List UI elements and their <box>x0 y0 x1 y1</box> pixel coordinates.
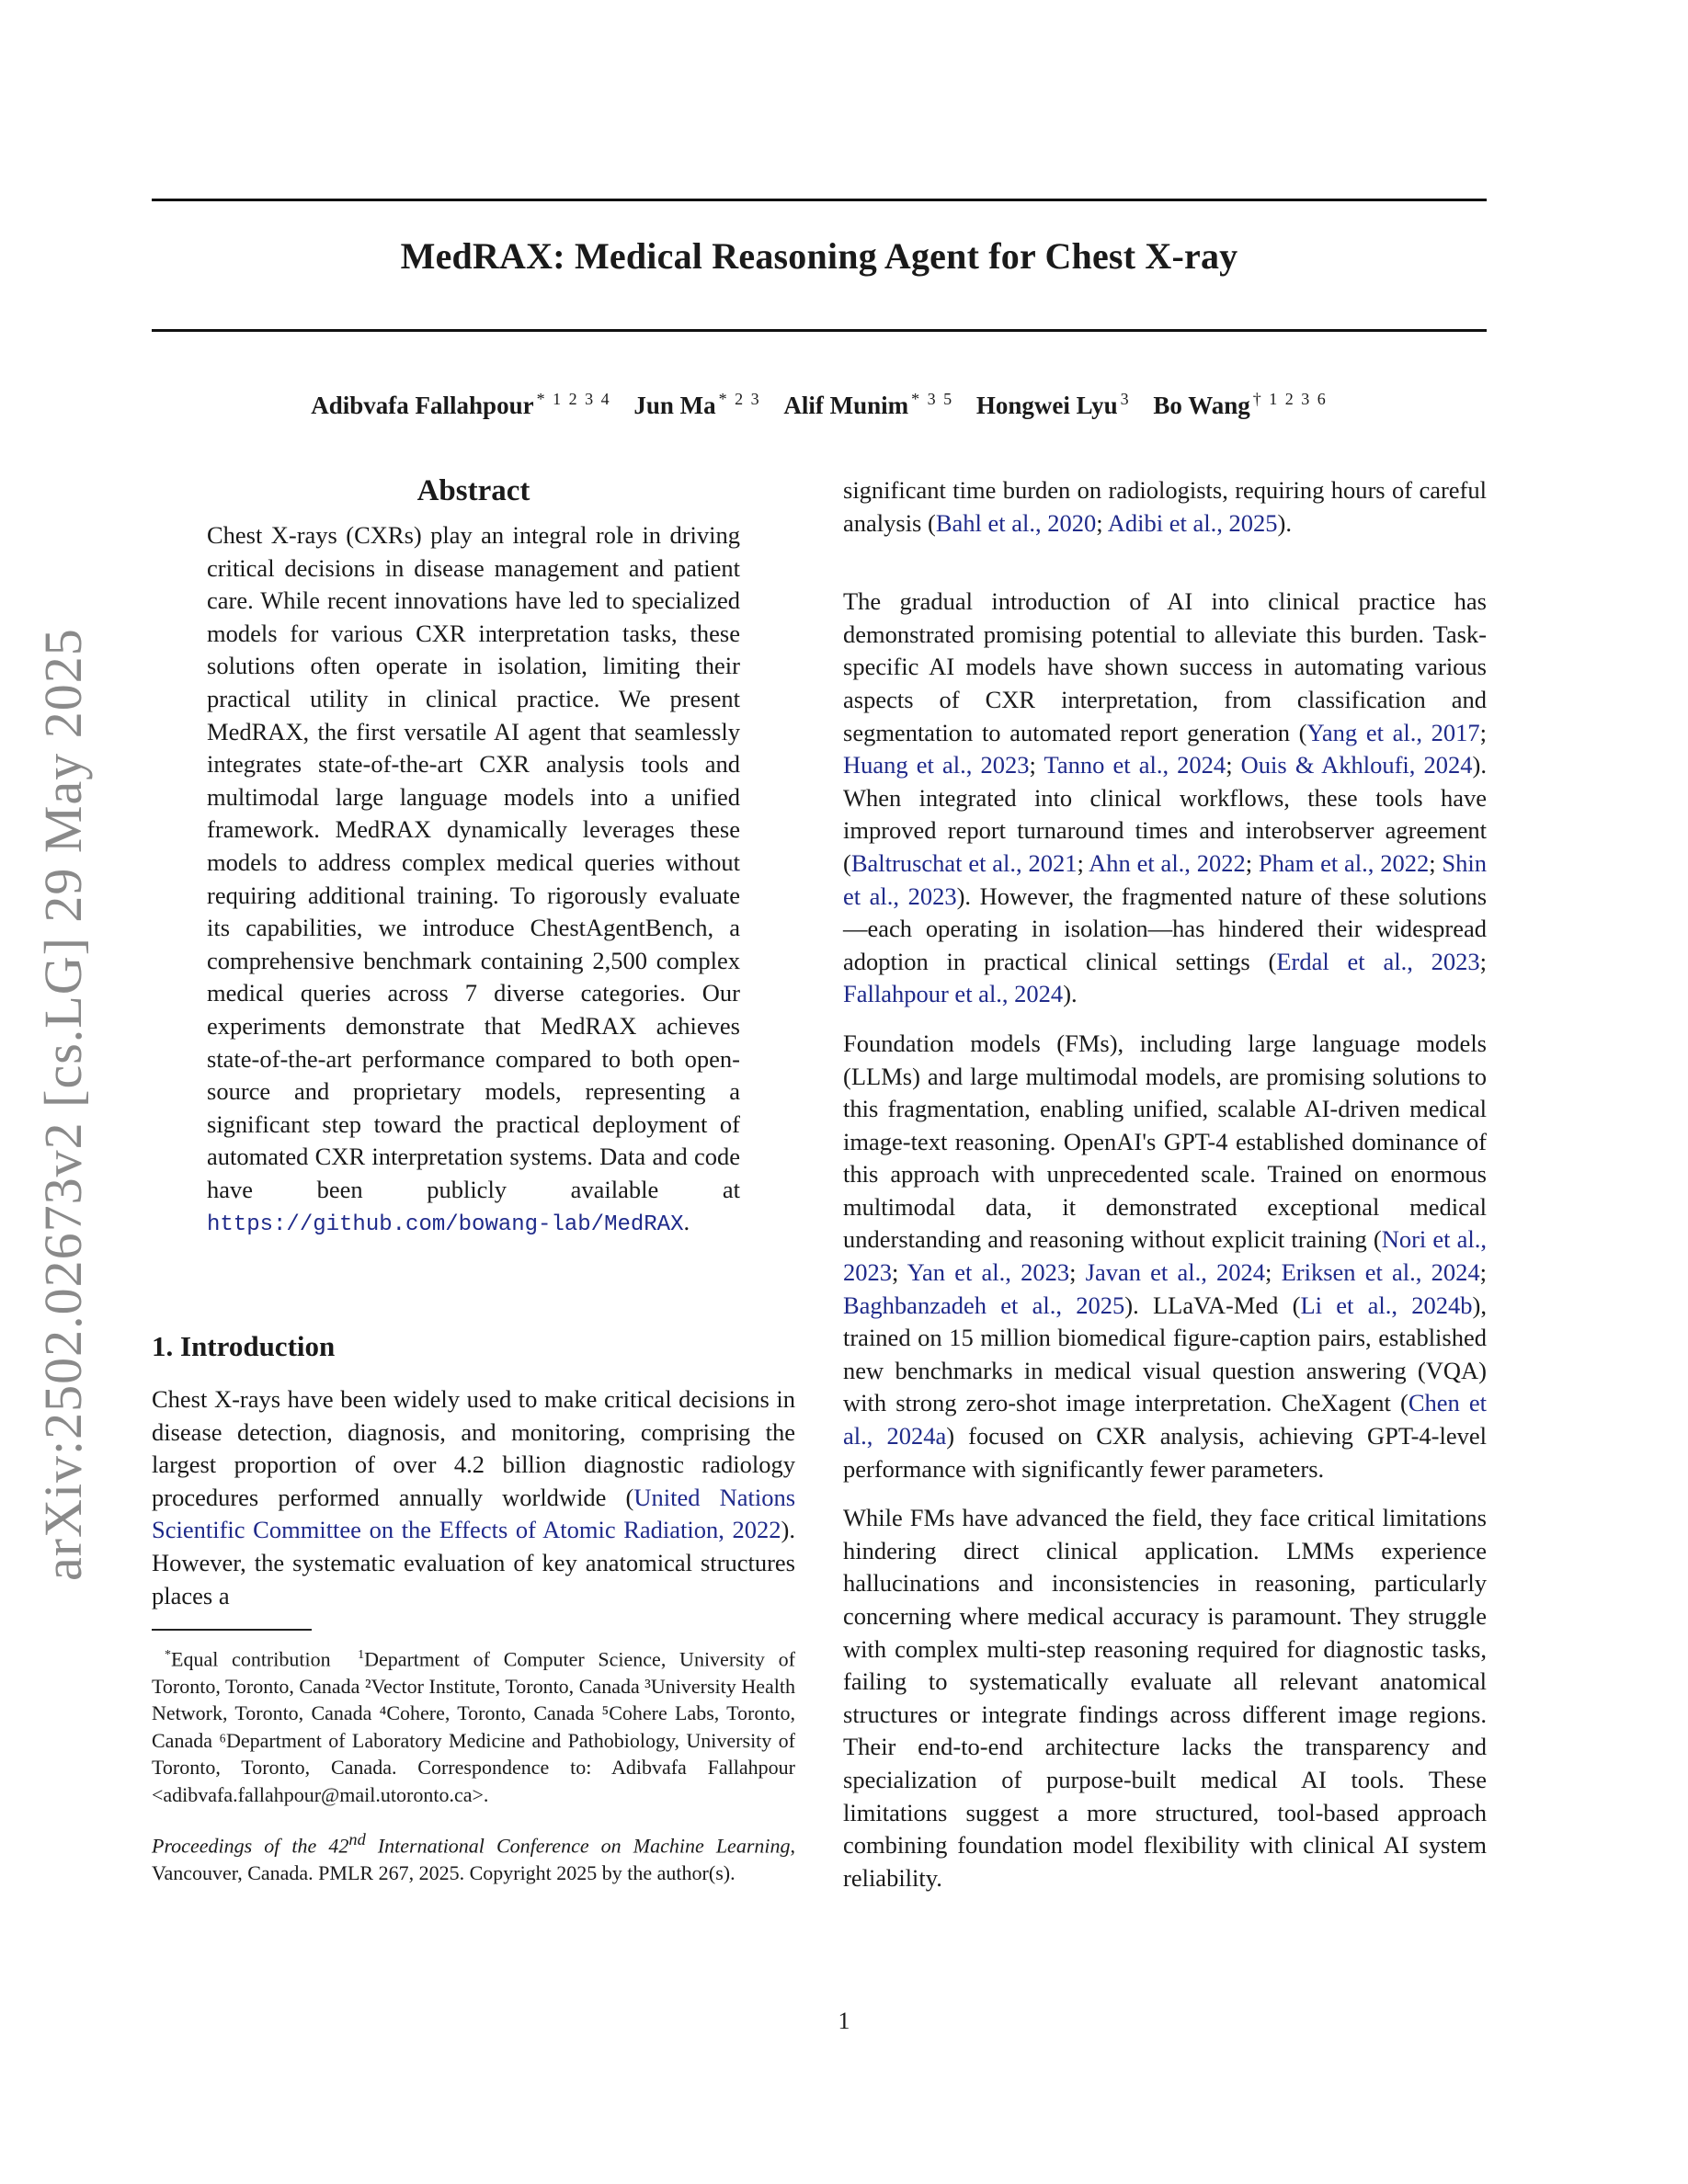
author <box>1153 392 1327 419</box>
citation-link[interactable]: Shin et al., 2023 <box>843 848 1487 910</box>
citation-link[interactable]: Baghbanzadeh et al., 2025 <box>843 1291 1125 1319</box>
left-column <box>152 474 795 1886</box>
author <box>311 392 610 419</box>
author-list <box>152 390 1487 420</box>
paragraph: significant time burden on radiologists, requiring hours of careful analysis (Bahl et al., 2020; Adibi et al., 2025). <box>843 476 1487 537</box>
author-name: Bo Wang <box>1153 392 1250 419</box>
text-run: International Conference on Machine Learning <box>365 1834 791 1858</box>
paragraph: Foundation models (FMs), including large language models (LLMs) and large multimodal models, are promising solutions to this fragmentation, enabling unified, scalable AI-driven medical image-text reasoning. OpenAI's GPT-4 established dominance of this approach with unprecedented scale. Trained on enormous multimodal data, it demonstrated exceptional medical understanding and reasoning without explicit training (Nori et al., 2023; Yan et al., 2023; Javan et al., 2024; Eriksen et al., 2024; Baghbanzadeh et al., 2025). LLaVA-Med (Li et al., 2024b), trained on 15 million biomedical figure-caption pairs, established new benchmarks in medical visual question answering (VQA) with strong zero-shot image interpretation. CheXagent (Chen et al., 2024a) focused on CXR analysis, achieving GPT-4-level performance with significantly fewer parameters. <box>843 1029 1488 1483</box>
title-rule-bottom <box>152 329 1487 332</box>
author-name: Alif Munim <box>783 392 909 419</box>
citation-link[interactable]: Adibi et al., 2025 <box>1107 508 1278 537</box>
text-run: ). When integrated into clinical workflows, these tools have improved report turnaround times and interobserver agreement ( <box>843 751 1487 877</box>
author-affiliations: 3 <box>1120 390 1131 408</box>
citation-link[interactable]: Erdal et al., 2023 <box>1276 947 1480 975</box>
citation-link[interactable]: Yang et al., 2017 <box>1306 718 1480 746</box>
paper-title: MedRAX: Medical Reasoning Agent for Chest X-ray <box>400 235 1238 277</box>
affiliations-text: Department of Computer Science, University of Toronto, Toronto, Canada ²Vector Institute, Toronto, Canada ³University Health Network, Toronto, Canada ⁴Cohere, Toronto, Canada ⁵Cohere Labs, Toronto, Canada ⁶Department of Laboratory Medicine and Pathobiology, University of Toronto, Toronto, Canada. Correspondence to: Adibvafa Fallahpour <adibvafa.fallahpour@mail.utoronto.ca>. <box>152 1647 795 1806</box>
footnote-rule <box>152 1629 312 1631</box>
author-affiliations: * 2 3 <box>718 390 761 408</box>
citation-link[interactable]: Yan et al., 2023 <box>907 1258 1070 1287</box>
author-affiliations: * 1 2 3 4 <box>536 390 611 408</box>
author <box>976 392 1131 419</box>
text-run: 42 <box>328 1834 349 1858</box>
citation-link[interactable]: Li et al., 2024b <box>1300 1291 1473 1319</box>
right-column <box>843 474 1487 1894</box>
citation-link[interactable]: Javan et al., 2024 <box>1085 1258 1266 1287</box>
text-run: Foundation models (FMs), including large language models (LLMs) and large multimodal models, are promising solutions to this fragmentation, enabling unified, scalable AI-driven medical image-text reasoning. OpenAI's GPT-4 established dominance of this approach with unprecedented scale. Trained on enormous multimodal data, it demonstrated exceptional medical understanding and reasoning without explicit training ( <box>843 1029 1487 1254</box>
author-name: Adibvafa Fallahpour <box>311 392 534 419</box>
text-run: Chest X-rays have been widely used to make critical decisions in disease detection, diagnosis, and monitoring, comprising the largest proportion of over 4.2 billion diagnostic radiology procedures performed annually worldwide ( <box>152 1385 795 1511</box>
citation-link[interactable]: Pham et al., 2022 <box>1258 848 1430 877</box>
text-run: ). <box>1063 980 1078 1008</box>
text-run: ). However, the systematic evaluation of key anatomical structures places a <box>152 1516 795 1610</box>
citation-link[interactable]: Fallahpour et al., 2024 <box>843 980 1064 1008</box>
abstract-body-text: Chest X-rays (CXRs) play an integral role in driving critical decisions in disease management and patient care. While recent innovations have led to specialized models for various CXR interpretation tasks, these solutions often operate in isolation, limiting their practical utility in clinical practice. We present MedRAX, the first versatile AI agent that seamlessly integrates state-of-the-art CXR analysis tools and multimodal large language models into a unified framework. MedRAX dynamically leverages these models to address complex medical queries without requiring additional training. To rigorously evaluate its capabilities, we introduce ChestAgentBench, a comprehensive benchmark containing 2,500 complex medical queries across 7 diverse categories. Our experiments demonstrate that MedRAX achieves state-of-the-art performance compared to both open-source and proprietary models, representing a significant step toward the practical deployment of automated CXR interpretation systems. Data and code have been publicly available at <box>207 521 740 1203</box>
text-run: ) focused on CXR analysis, achieving GPT-4-level performance with significantly fewer parameters. <box>843 1422 1488 1483</box>
paragraph: The gradual introduction of AI into clinical practice has demonstrated promising potential to alleviate this burden. Task-specific AI models have shown success in automating various aspects of CXR interpretation, from classification and segmentation to automated report generation (Yang et al., 2017; Huang et al., 2023; Tanno et al., 2024; Ouis & Akhloufi, 2024). When integrated into clinical workflows, these tools have improved report turnaround times and interobserver agreement (Baltruschat et al., 2021; Ahn et al., 2022; Pham et al., 2022; Shin et al., 2023). However, the fragmented nature of these solutions—each operating in isolation—has hindered their widespread adoption in practical clinical settings (Erdal et al., 2023; Fallahpour et al., 2024). <box>843 587 1488 1008</box>
arxiv-identifier: arXiv:2502.02673v2 [cs.LG] 29 May 2025 <box>33 628 93 1581</box>
author-affiliations: * 3 5 <box>911 390 954 408</box>
citation-link[interactable]: Bahl et al., 2020 <box>935 508 1097 537</box>
citation-link[interactable]: Ouis & Akhloufi, 2024 <box>1240 751 1473 779</box>
text-run: ). <box>1277 508 1292 537</box>
paragraph: While FMs have advanced the field, they face critical limitations hindering direct clinical application. LMMs experience hallucinations and inconsistencies in reasoning, particularly concerning where medical accuracy is paramount. They struggle with complex multi-step reasoning required for diagnostic tasks, failing to systematically evaluate all relevant anatomical structures or integrate findings across different image regions. Their end-to-end architecture lacks the transparency and specialization of purpose-built medical AI tools. These limitations suggest a more structured, tool-based approach combining foundation model flexibility with clinical AI system reliability. <box>843 1504 1487 1892</box>
text-run: The gradual introduction of AI into clinical practice has demonstrated promising potential to alleviate this burden. Task-specific AI models have shown success in automating various aspects of CXR interpretation, from classification and segmentation to automated report generation ( <box>843 587 1487 746</box>
citation-link[interactable]: Ahn et al., 2022 <box>1089 848 1246 877</box>
text-run: nd <box>348 1830 366 1849</box>
abstract-heading: Abstract <box>416 474 530 507</box>
text-run: ). However, the fragmented nature of these solutions—each operating in isolation—has hindered their widespread adoption in practical clinical settings ( <box>843 882 1488 975</box>
proceedings-note <box>152 1826 795 1886</box>
citation-link[interactable]: Tanno et al., 2024 <box>1044 751 1226 779</box>
text-run: significant time burden on radiologists, requiring hours of careful analysis ( <box>843 476 1487 537</box>
code-link[interactable]: https://github.com/bowang-lab/MedRAX <box>207 1212 684 1238</box>
abstract-text <box>207 519 740 1242</box>
citation-link[interactable]: Baltruschat et al., 2021 <box>850 848 1078 877</box>
text-run: ). LLaVA-Med ( <box>1124 1291 1301 1319</box>
text-run: Proceedings of the <box>152 1834 329 1858</box>
citation-link[interactable]: Huang et al., 2023 <box>843 751 1030 779</box>
author-name: Jun Ma <box>633 392 716 419</box>
author-name: Hongwei Lyu <box>975 392 1118 419</box>
citation-link[interactable]: Chen et al., 2024a <box>843 1389 1488 1450</box>
affiliation-footnote: *Equal contribution $^1$Department of Computer Science, University of Toronto, Toronto, Canada ²Vector Institute, Toronto, Canada ³University Health Network, Toronto, Canada ⁴Cohere, Toronto, Canada ⁵Cohere Labs, Toronto, Canada ⁶Department of Laboratory Medicine and Pathobiology, University of Toronto, Toronto, Canada. Correspondence to: Adibvafa Fallahpour <adibvafa.fallahpour@mail.utoronto.ca>. <box>152 1647 795 1806</box>
title-rule-top <box>152 199 1487 201</box>
section-heading-introduction: 1. Introduction <box>152 1330 336 1363</box>
citation-link[interactable]: United Nations Scientific Committee on the Effects of Atomic Radiation, 2022 <box>152 1483 796 1544</box>
citation-link[interactable]: Eriksen et al., 2024 <box>1281 1258 1480 1287</box>
text-run: , Vancouver, Canada. PMLR 267, 2025. Copyright 2025 by the author(s). <box>152 1834 795 1884</box>
author-affiliations: † 1 2 3 6 <box>1252 390 1328 408</box>
author <box>783 392 953 419</box>
citation-link[interactable]: Nori et al., 2023 <box>843 1225 1487 1287</box>
intro-paragraph <box>152 1383 795 1612</box>
page-number: 1 <box>838 2008 850 2034</box>
abstract-end: . <box>683 1208 690 1236</box>
author <box>633 392 760 419</box>
text-run: ), trained on 15 million biomedical figure-caption pairs, established new benchmarks in medical visual question answering (VQA) with strong zero-shot image interpretation. CheXagent ( <box>843 1291 1487 1417</box>
equal-contribution: Equal contribution <box>171 1647 331 1671</box>
